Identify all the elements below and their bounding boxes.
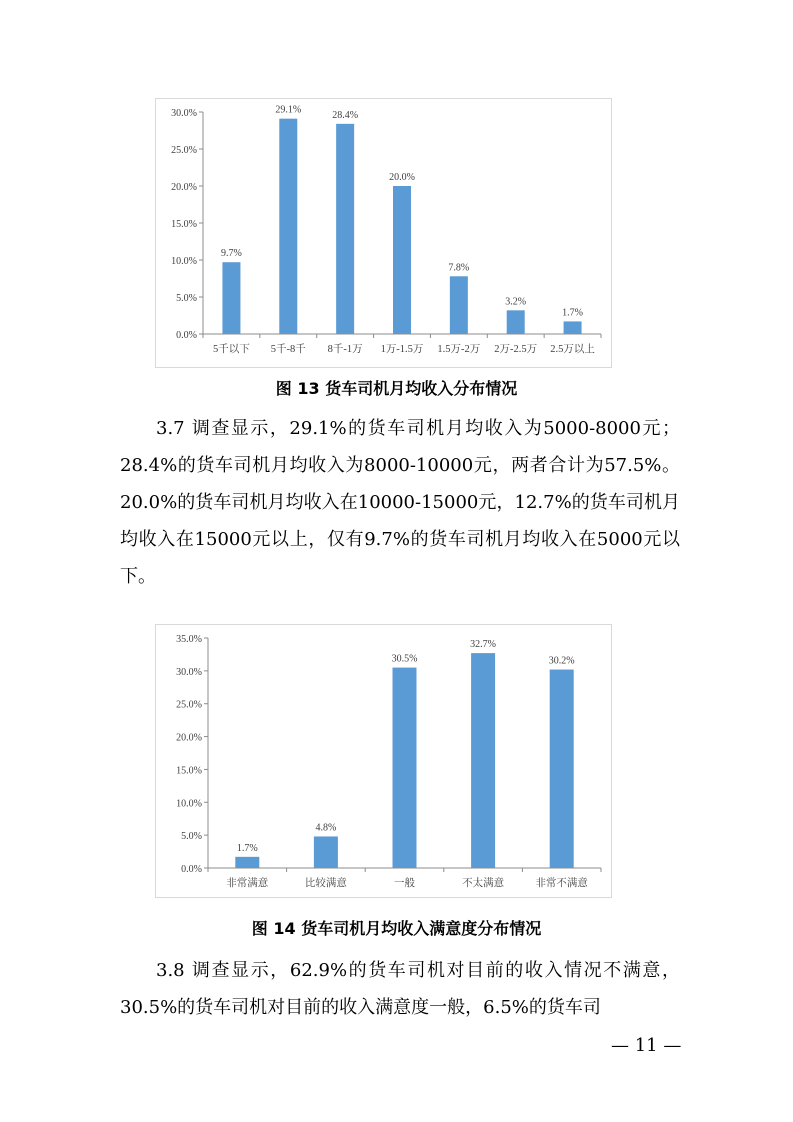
data-label: 4.8%	[315, 822, 337, 834]
data-label: 30.5%	[391, 653, 418, 665]
bar	[336, 124, 354, 334]
y-tick-label: 25.0%	[176, 699, 202, 711]
bar	[450, 276, 468, 334]
x-tick-label: 非常满意	[226, 878, 269, 889]
bar	[564, 321, 582, 334]
x-tick-label: 5千以下	[213, 344, 250, 355]
data-label: 29.1%	[275, 104, 302, 116]
x-tick-label: 1.5万-2万	[437, 344, 481, 355]
data-label: 28.4%	[332, 109, 359, 121]
y-tick-label: 5.0%	[176, 293, 197, 304]
x-tick-label: 一般	[394, 878, 415, 889]
chart-income-satisfaction-svg	[156, 625, 611, 897]
y-tick-label: 30.0%	[171, 108, 197, 119]
x-tick-label: 5千-8千	[270, 344, 306, 355]
y-tick-label: 10.0%	[176, 798, 202, 810]
x-tick-label: 8千-1万	[327, 344, 363, 355]
page-number: — 11 —	[611, 1035, 682, 1056]
bar	[550, 670, 574, 868]
paragraph-3-7	[120, 410, 680, 595]
paragraph-3-8	[120, 952, 680, 1026]
data-label: 9.7%	[221, 248, 242, 260]
data-label: 1.7%	[562, 307, 583, 319]
bar	[471, 653, 495, 868]
bar	[393, 668, 417, 868]
data-label: 3.2%	[505, 296, 527, 308]
x-tick-label: 1万-1.5万	[380, 344, 424, 355]
y-tick-label: 25.0%	[171, 145, 197, 156]
y-tick-label: 10.0%	[171, 256, 197, 267]
y-tick-label: 15.0%	[171, 219, 197, 230]
bar	[279, 119, 297, 334]
data-label: 30.2%	[548, 655, 575, 667]
x-tick-label: 2万-2.5万	[494, 344, 538, 355]
data-label: 32.7%	[470, 639, 497, 651]
y-tick-label: 20.0%	[176, 732, 202, 744]
bar	[393, 186, 411, 334]
bar	[222, 262, 240, 334]
paragraph-3-8-text: 3.8 调查显示，62.9%的货车司机对目前的收入情况不满意，30.5%的货车司机对目前的收入满意度一般，6.5%的货车司	[120, 960, 680, 1018]
data-label: 1.7%	[236, 842, 258, 854]
x-tick-label: 非常不满意	[535, 878, 588, 889]
chart-income-satisfaction	[155, 624, 612, 898]
figure-14-caption: 图 14 货车司机月均收入满意度分布情况	[251, 919, 542, 938]
x-tick-label: 2.5万以上	[550, 344, 595, 355]
chart-monthly-income	[155, 98, 612, 368]
x-tick-label: 不太满意	[462, 878, 505, 889]
y-tick-label: 15.0%	[176, 765, 202, 777]
y-tick-label: 5.0%	[181, 831, 202, 843]
data-label: 7.8%	[448, 262, 470, 274]
bar	[507, 310, 525, 334]
chart-monthly-income-svg	[156, 99, 611, 367]
bar	[314, 836, 338, 868]
y-tick-label: 0.0%	[181, 864, 202, 875]
y-tick-label: 30.0%	[176, 666, 202, 678]
bar	[235, 857, 259, 868]
y-tick-label: 0.0%	[176, 330, 197, 341]
y-tick-label: 35.0%	[176, 634, 202, 645]
paragraph-3-7-text: 3.7 调查显示，29.1%的货车司机月均收入为5000-8000元；28.4%的货车司机月均收入为8000-10000元，两者合计为57.5%。20.0%的货车司机月均收入在10000-15000元，12.7%的货车司机月均收入在15000元以上，仅有9.7%的货车司机月均收入在5000元以下。	[120, 418, 680, 587]
y-tick-label: 20.0%	[171, 182, 197, 193]
data-label: 20.0%	[389, 172, 415, 183]
figure-13-caption: 图 13 货车司机月均收入分布情况	[275, 379, 518, 398]
x-tick-label: 比较满意	[304, 878, 347, 889]
